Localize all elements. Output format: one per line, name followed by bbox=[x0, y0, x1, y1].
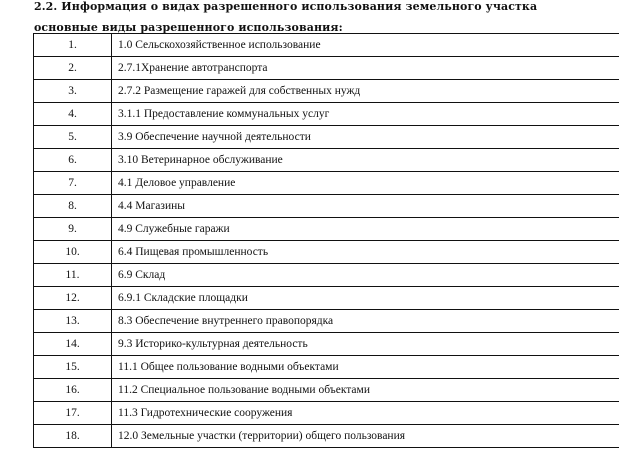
land-use-type: 6.9 Склад bbox=[112, 264, 619, 287]
land-use-type: 11.3 Гидротехнические сооружения bbox=[112, 402, 619, 425]
row-number: 16. bbox=[34, 379, 112, 402]
row-number: 9. bbox=[34, 218, 112, 241]
table-row bbox=[34, 80, 619, 103]
row-number: 12. bbox=[34, 287, 112, 310]
row-number: 2. bbox=[34, 57, 112, 80]
row-number: 6. bbox=[34, 149, 112, 172]
land-use-type: 3.9 Обеспечение научной деятельности bbox=[112, 126, 619, 149]
section-heading: 2.2. Информация о видах разрешенного использования земельного участка bbox=[34, 0, 538, 13]
table-row bbox=[34, 241, 619, 264]
land-use-type: 4.1 Деловое управление bbox=[112, 172, 619, 195]
land-use-type: 6.4 Пищевая промышленность bbox=[112, 241, 619, 264]
table-row bbox=[34, 402, 619, 425]
table-row bbox=[34, 264, 619, 287]
row-number: 4. bbox=[34, 103, 112, 126]
table-row bbox=[34, 218, 619, 241]
table-row bbox=[34, 310, 619, 333]
row-number: 7. bbox=[34, 172, 112, 195]
table-row bbox=[34, 57, 619, 80]
table-row bbox=[34, 149, 619, 172]
row-number: 14. bbox=[34, 333, 112, 356]
land-use-type: 3.10 Ветеринарное обслуживание bbox=[112, 149, 619, 172]
land-use-type: 8.3 Обеспечение внутреннего правопорядка bbox=[112, 310, 619, 333]
row-number: 18. bbox=[34, 425, 112, 448]
table-row bbox=[34, 126, 619, 149]
land-use-type: 6.9.1 Складские площадки bbox=[112, 287, 619, 310]
row-number: 15. bbox=[34, 356, 112, 379]
row-number: 3. bbox=[34, 80, 112, 103]
land-use-type: 4.9 Служебные гаражи bbox=[112, 218, 619, 241]
land-use-type: 9.3 Историко-культурная деятельность bbox=[112, 333, 619, 356]
table-row bbox=[34, 356, 619, 379]
row-number: 13. bbox=[34, 310, 112, 333]
row-number: 11. bbox=[34, 264, 112, 287]
table-row bbox=[34, 425, 619, 448]
row-number: 5. bbox=[34, 126, 112, 149]
land-use-type: 2.7.2 Размещение гаражей для собственных нужд bbox=[112, 80, 619, 103]
row-number: 10. bbox=[34, 241, 112, 264]
land-use-type: 11.1 Общее пользование водными объектами bbox=[112, 356, 619, 379]
table-row bbox=[34, 103, 619, 126]
land-use-type: 3.1.1 Предоставление коммунальных услуг bbox=[112, 103, 619, 126]
land-use-type: 12.0 Земельные участки (территории) общего пользования bbox=[112, 425, 619, 448]
row-number: 8. bbox=[34, 195, 112, 218]
table-row bbox=[34, 287, 619, 310]
table-row bbox=[34, 172, 619, 195]
land-use-type: 1.0 Сельскохозяйственное использование bbox=[112, 34, 619, 57]
land-use-type: 11.2 Специальное пользование водными объектами bbox=[112, 379, 619, 402]
land-use-type: 4.4 Магазины bbox=[112, 195, 619, 218]
row-number: 17. bbox=[34, 402, 112, 425]
section-subheading: основные виды разрешенного использования: bbox=[34, 21, 343, 34]
table-row bbox=[34, 34, 619, 57]
row-number: 1. bbox=[34, 34, 112, 57]
table-row bbox=[34, 195, 619, 218]
land-use-table bbox=[33, 33, 619, 448]
table-row bbox=[34, 333, 619, 356]
table-row bbox=[34, 379, 619, 402]
land-use-type: 2.7.1Хранение автотранспорта bbox=[112, 57, 619, 80]
